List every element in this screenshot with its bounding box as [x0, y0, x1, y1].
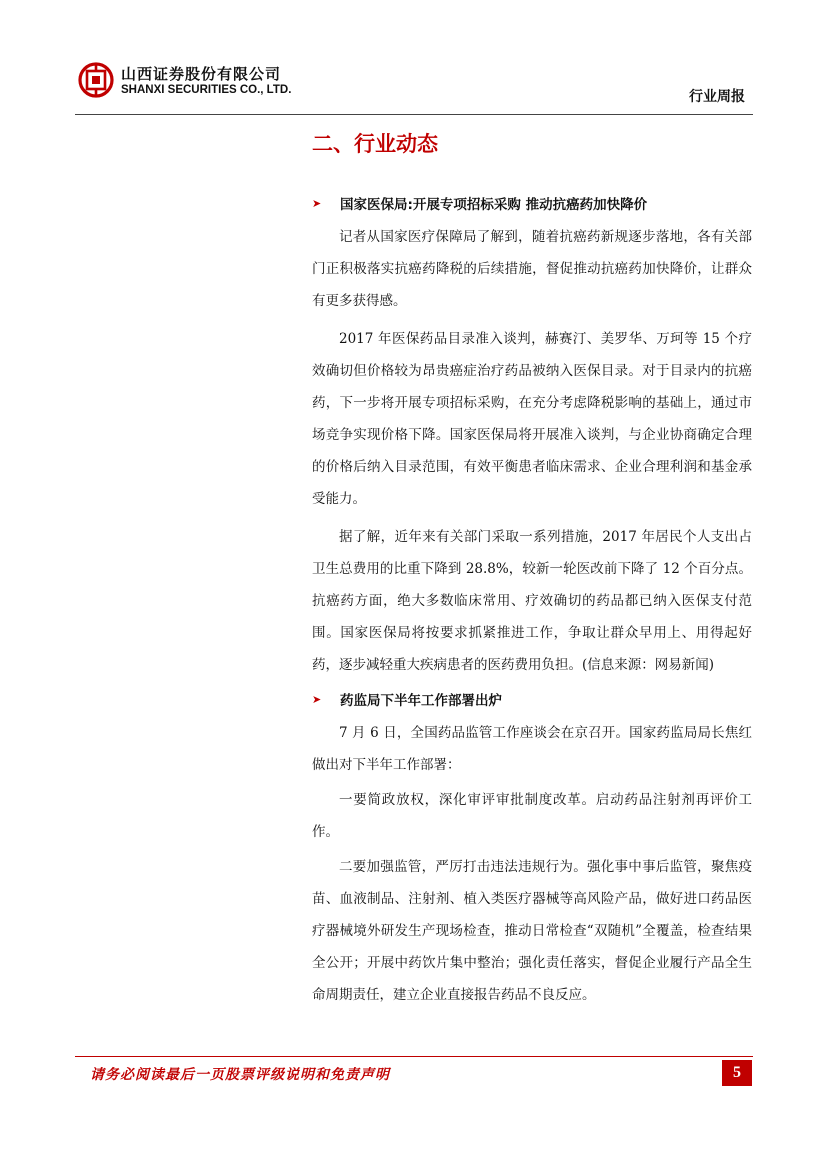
article-paragraph: 一要简政放权，深化审评审批制度改革。启动药品注射剂再评价工作。: [312, 792, 752, 840]
article-paragraph: 7 月 6 日，全国药品监管工作座谈会在京召开。国家药监局局长焦红做出对下半年工作部署：: [312, 725, 752, 773]
page-number: 5: [722, 1060, 752, 1086]
article-heading-text: 药监局下半年工作部署出炉: [340, 693, 502, 709]
main-content: [312, 124, 752, 1011]
header-divider: [75, 114, 753, 115]
company-name-cn: 山西证券股份有限公司: [121, 65, 282, 83]
article-paragraph: 据了解，近年来有关部门采取一系列措施，2017 年居民个人支出占卫生总费用的比重下降到 28.8%，较新一轮医改前下降了 12 个百分点。抗癌药方面，绝大多数临床常用、疗效确切的药品都已纳入医保支付范围。国家医保局将按要求抓紧推进工作，争取让群众早用上、用得起好药，逐步减轻重大疾病患者的医药费用负担。(信息来源：网易新闻): [312, 529, 752, 673]
company-logo-icon: [78, 62, 114, 98]
article-paragraph: 二要加强监管，严厉打击违法违规行为。强化事中事后监管，聚焦疫苗、血液制品、注射剂、植入类医疗器械等高风险产品，做好进口药品医疗器械境外研发生产现场检查，推动日常检查“双随机”全覆盖，检查结果全公开；开展中药饮片集中整治；强化责任落实，督促企业履行产品全生命周期责任，建立企业直接报告药品不良反应。: [312, 859, 752, 1003]
article-heading: [312, 681, 752, 717]
article-paragraph: 2017 年医保药品目录准入谈判，赫赛汀、美罗华、万珂等 15 个疗效确切但价格较为昂贵癌症治疗药品被纳入医保目录。对于目录内的抗癌药，下一步将开展专项招标采购，在充分考虑降税影响的基础上，通过市场竞争实现价格下降。国家医保局将开展准入谈判，与企业协商确定合理的价格后纳入目录范围，有效平衡患者临床需求、企业合理利润和基金承受能力。: [312, 331, 752, 507]
section-title: 二、行业动态: [312, 132, 438, 156]
report-type-label: 行业周报: [689, 89, 745, 105]
company-name-en: SHANXI SECURITIES CO., LTD.: [121, 84, 292, 96]
footer-divider: [75, 1056, 753, 1057]
article-heading: [312, 185, 752, 221]
arrow-bullet-icon: ➤: [312, 692, 322, 706]
disclaimer-text: 请务必阅读最后一页股票评级说明和免责声明: [90, 1067, 390, 1083]
arrow-bullet-icon: ➤: [312, 196, 322, 210]
article-paragraph: 记者从国家医疗保障局了解到，随着抗癌药新规逐步落地，各有关部门正积极落实抗癌药降税的后续措施，督促推动抗癌药加快降价，让群众有更多获得感。: [312, 229, 752, 309]
article-heading-text: 国家医保局:开展专项招标采购 推动抗癌药加快降价: [340, 197, 648, 213]
